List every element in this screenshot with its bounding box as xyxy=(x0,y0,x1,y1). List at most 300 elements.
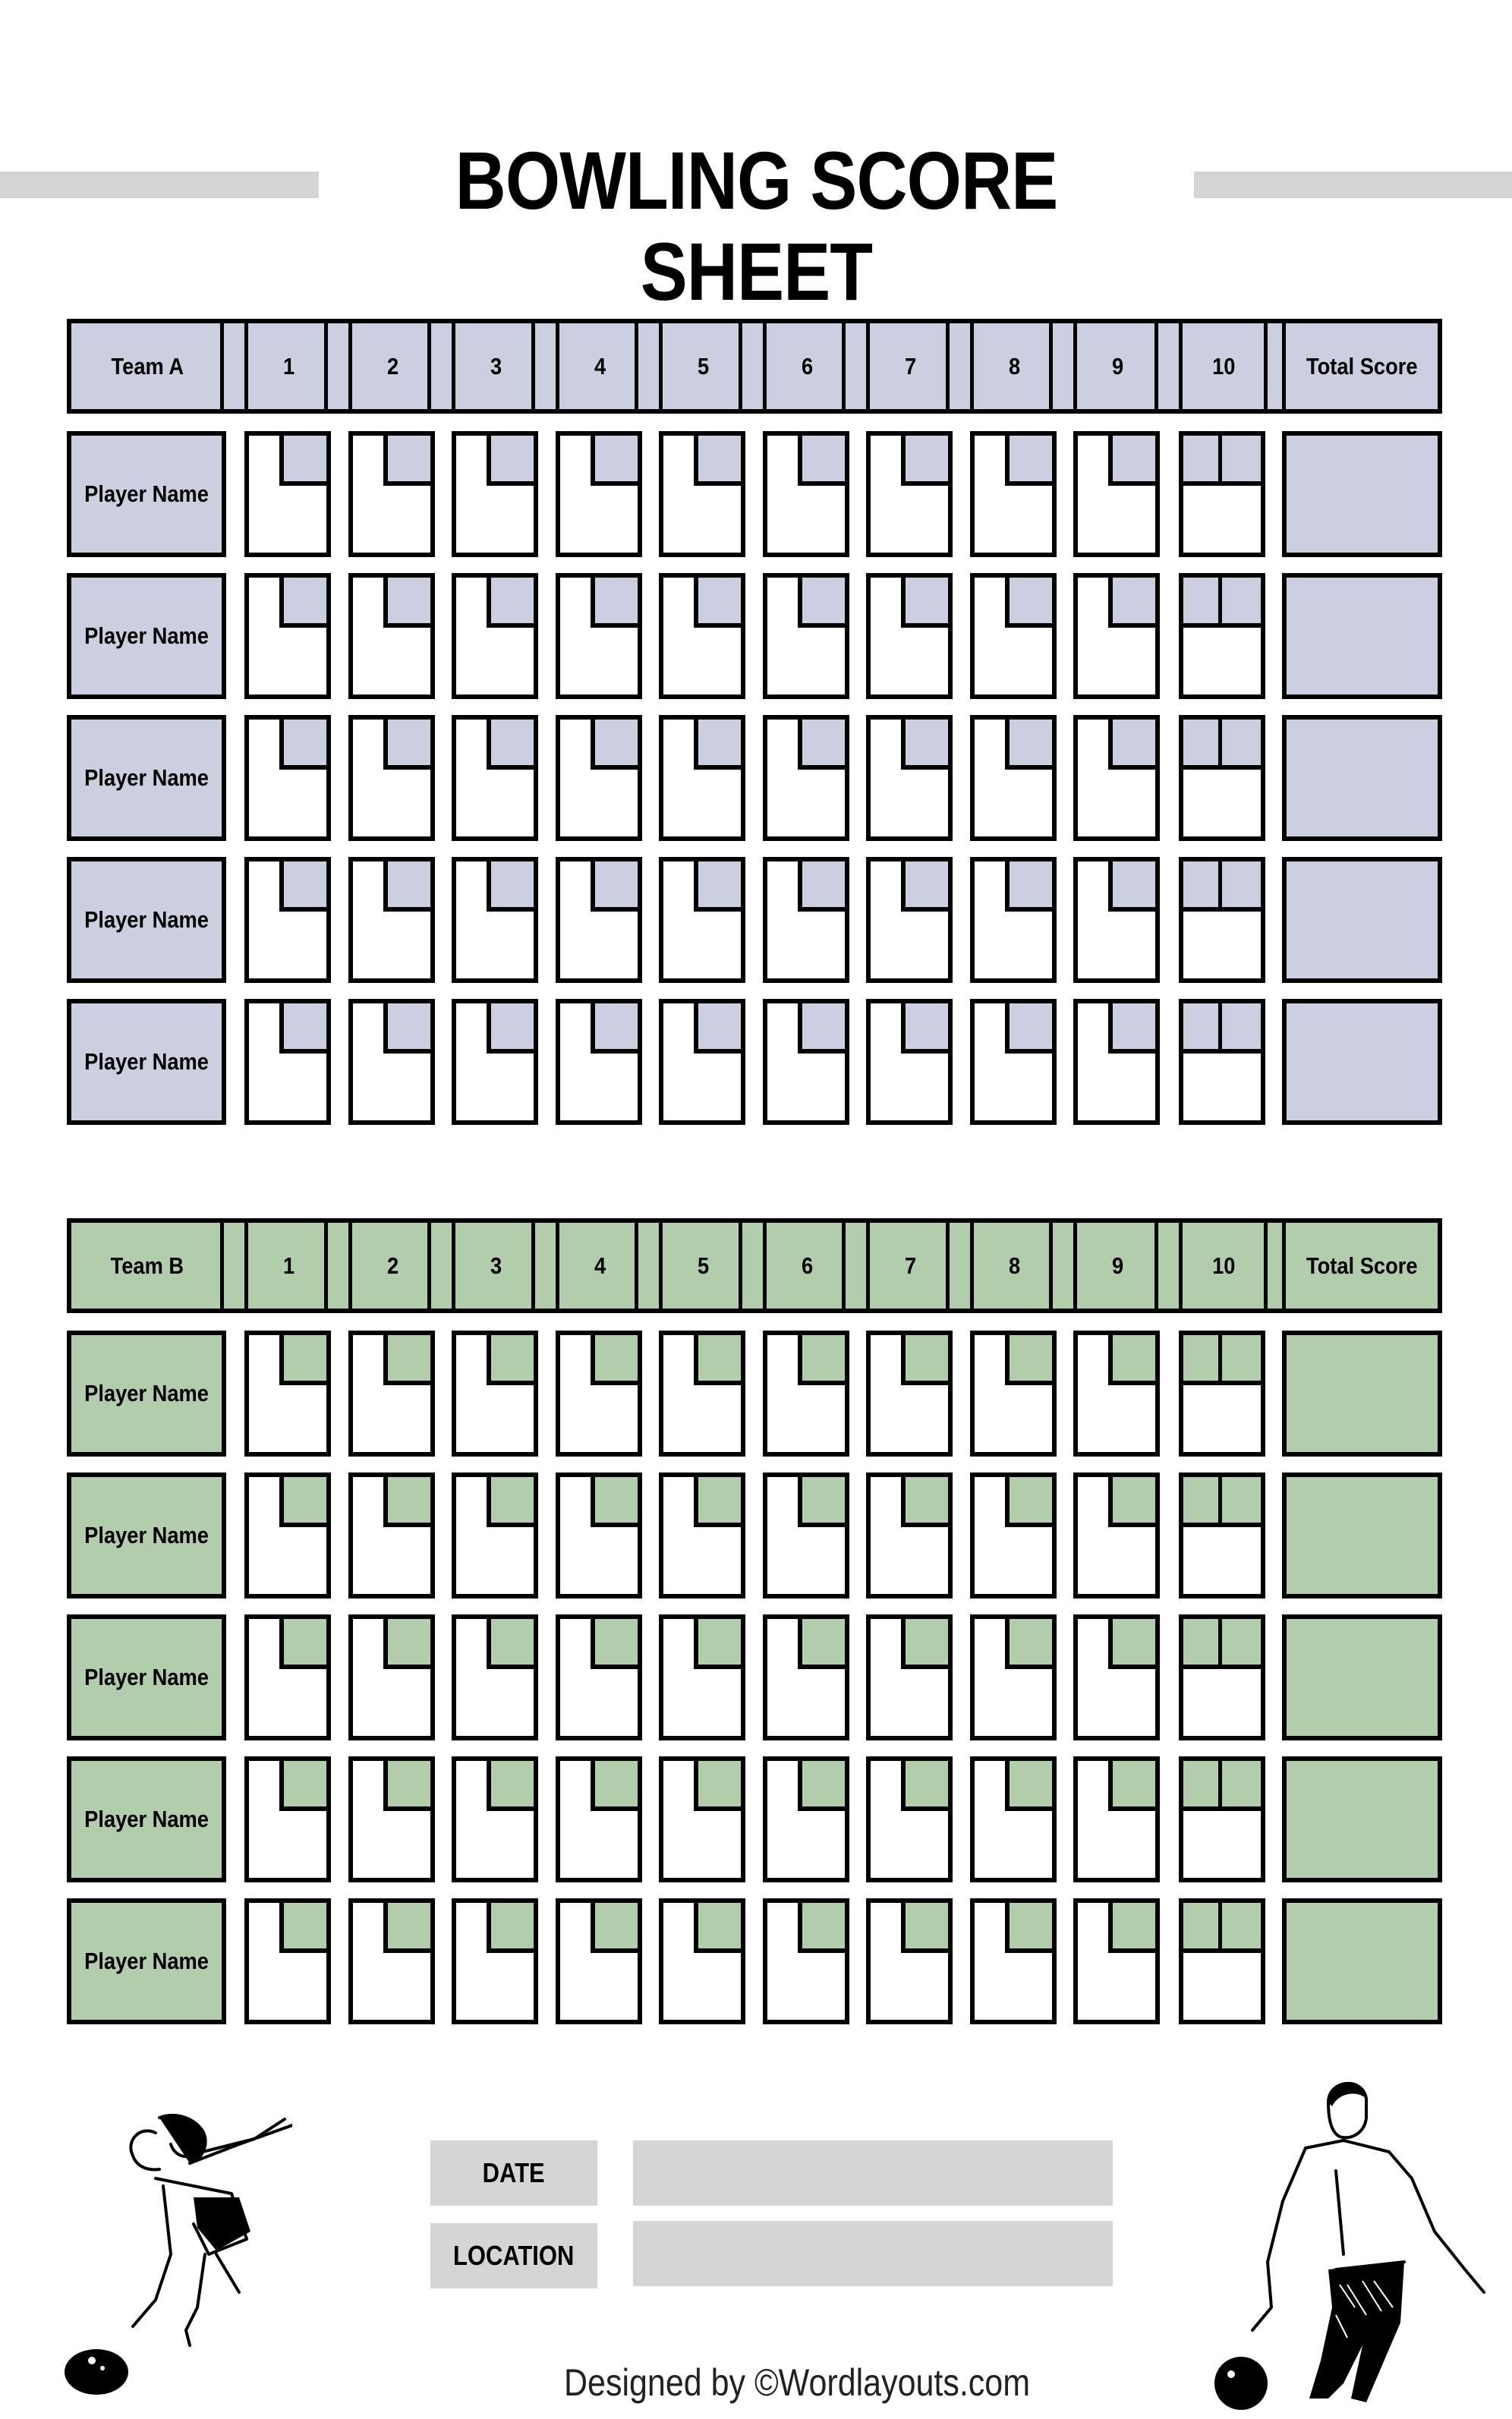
frame-10-score-box[interactable] xyxy=(1179,1331,1265,1457)
ball-box[interactable] xyxy=(901,1761,948,1811)
frame-2-score-box[interactable] xyxy=(348,1898,435,2024)
header-divider xyxy=(220,323,224,409)
ball-box[interactable] xyxy=(1183,861,1222,912)
frame-number: 10 xyxy=(1211,1252,1236,1279)
ball-box[interactable] xyxy=(383,861,430,912)
frame-7-score-box[interactable] xyxy=(866,857,953,983)
ball-box[interactable] xyxy=(487,861,534,912)
ball-box[interactable] xyxy=(487,720,534,770)
frame-6-score-box[interactable] xyxy=(763,573,849,699)
ball-box[interactable] xyxy=(1183,1619,1222,1669)
player-name-text: Player Name xyxy=(84,906,209,933)
ball-box[interactable] xyxy=(1222,1003,1261,1054)
player-name-cell[interactable] xyxy=(67,857,226,983)
ball-box[interactable] xyxy=(383,1477,430,1527)
ball-box[interactable] xyxy=(1222,1903,1261,1953)
frame-8-score-box[interactable] xyxy=(970,857,1057,983)
ball-box[interactable] xyxy=(798,1003,845,1054)
ball-box[interactable] xyxy=(901,1903,948,1953)
ball-box[interactable] xyxy=(694,1335,741,1385)
frame-3-score-box[interactable] xyxy=(452,1473,538,1598)
ball-box[interactable] xyxy=(487,1903,534,1953)
frame-4-score-box[interactable] xyxy=(556,573,642,699)
ball-box[interactable] xyxy=(1005,436,1052,486)
ball-box[interactable] xyxy=(1108,1903,1155,1953)
frame-4-score-box[interactable] xyxy=(556,431,642,557)
frame-number: 6 xyxy=(802,352,814,380)
player-name-text: Player Name xyxy=(84,764,209,791)
ball-box[interactable] xyxy=(591,720,638,770)
frame-1-score-box[interactable] xyxy=(244,573,331,699)
frame-10-score-box[interactable] xyxy=(1179,1898,1265,2024)
footer-credit-text: Designed by ©Wordlayouts.com xyxy=(563,2361,1031,2404)
frame-8-score-box[interactable] xyxy=(970,1898,1057,2024)
ball-box[interactable] xyxy=(694,1619,741,1669)
ball-box[interactable] xyxy=(1108,1761,1155,1811)
frame-10-score-box[interactable] xyxy=(1179,1473,1265,1598)
frame-header-8 xyxy=(974,1223,1056,1309)
frame-10-score-box[interactable] xyxy=(1179,999,1265,1125)
total-score-label: Total Score xyxy=(1306,352,1418,380)
frame-4-score-box[interactable] xyxy=(556,999,642,1125)
frame-7-score-box[interactable] xyxy=(866,999,953,1125)
player-name-cell[interactable] xyxy=(67,1614,226,1740)
player-name-cell[interactable] xyxy=(67,431,226,557)
ball-box[interactable] xyxy=(591,578,638,628)
frame-header-5 xyxy=(663,323,745,409)
team-name-text: Team A xyxy=(111,352,184,380)
ball-box[interactable] xyxy=(591,1477,638,1527)
frame-8-score-box[interactable] xyxy=(970,715,1057,841)
frame-7-score-box[interactable] xyxy=(866,1756,953,1882)
frame-4-score-box[interactable] xyxy=(556,857,642,983)
player-name-text: Player Name xyxy=(84,1048,209,1075)
frame-9-score-box[interactable] xyxy=(1073,1331,1160,1457)
frame-1-score-box[interactable] xyxy=(244,1898,331,2024)
ball-box[interactable] xyxy=(798,1761,845,1811)
frame-9-score-box[interactable] xyxy=(1073,1614,1160,1740)
frame-2-score-box[interactable] xyxy=(348,857,435,983)
frame-3-score-box[interactable] xyxy=(452,715,538,841)
player-row xyxy=(67,1614,1442,1740)
frame-number: 3 xyxy=(490,352,502,380)
frame-8-score-box[interactable] xyxy=(970,1756,1057,1882)
player-row xyxy=(67,999,1442,1125)
frame-10-score-box[interactable] xyxy=(1179,1756,1265,1882)
frame-7-score-box[interactable] xyxy=(866,1473,953,1598)
ball-box[interactable] xyxy=(1183,1903,1222,1953)
frame-10-score-box[interactable] xyxy=(1179,715,1265,841)
frame-6-score-box[interactable] xyxy=(763,1614,849,1740)
ball-box[interactable] xyxy=(1108,861,1155,912)
ball-box[interactable] xyxy=(901,1003,948,1054)
ball-box[interactable] xyxy=(1005,1761,1052,1811)
frame-9-score-box[interactable] xyxy=(1073,1898,1160,2024)
player-name-cell[interactable] xyxy=(67,715,226,841)
frame-10-score-box[interactable] xyxy=(1179,1614,1265,1740)
ball-box[interactable] xyxy=(383,720,430,770)
ball-box[interactable] xyxy=(901,861,948,912)
ball-box[interactable] xyxy=(279,578,326,628)
ball-box[interactable] xyxy=(694,1761,741,1811)
ball-box[interactable] xyxy=(591,1003,638,1054)
ball-box[interactable] xyxy=(1108,720,1155,770)
ball-box[interactable] xyxy=(1222,1335,1261,1385)
ball-box[interactable] xyxy=(694,1903,741,1953)
total-score-header xyxy=(1282,323,1442,409)
frame-6-score-box[interactable] xyxy=(763,715,849,841)
total-score-box[interactable] xyxy=(1282,1331,1442,1457)
frame-9-score-box[interactable] xyxy=(1073,431,1160,557)
frame-5-score-box[interactable] xyxy=(659,857,745,983)
ball-box[interactable] xyxy=(1108,1477,1155,1527)
total-score-label: Total Score xyxy=(1306,1252,1418,1279)
frame-9-score-box[interactable] xyxy=(1073,1473,1160,1598)
ball-box[interactable] xyxy=(798,1903,845,1953)
ball-box[interactable] xyxy=(487,578,534,628)
player-name-cell[interactable] xyxy=(67,1898,226,2024)
ball-box[interactable] xyxy=(798,436,845,486)
ball-box[interactable] xyxy=(591,1903,638,1953)
ball-box[interactable] xyxy=(487,1761,534,1811)
ball-box[interactable] xyxy=(383,578,430,628)
ball-box[interactable] xyxy=(901,1619,948,1669)
frame-2-score-box[interactable] xyxy=(348,1331,435,1457)
date-label-text: DATE xyxy=(483,2157,545,2188)
total-score-box[interactable] xyxy=(1282,857,1442,983)
ball-box[interactable] xyxy=(901,720,948,770)
player-name-cell[interactable] xyxy=(67,1756,226,1882)
ball-box[interactable] xyxy=(1183,1003,1222,1054)
total-score-box[interactable] xyxy=(1282,1473,1442,1598)
ball-box[interactable] xyxy=(383,1761,430,1811)
frame-5-score-box[interactable] xyxy=(659,715,745,841)
ball-box[interactable] xyxy=(798,1335,845,1385)
frame-4-score-box[interactable] xyxy=(556,715,642,841)
frame-number: 9 xyxy=(1112,1252,1124,1279)
frame-header-9 xyxy=(1077,323,1159,409)
frame-8-score-box[interactable] xyxy=(970,1331,1057,1457)
ball-box[interactable] xyxy=(901,578,948,628)
woman-bowler-illustration xyxy=(65,2072,292,2406)
frame-header-2 xyxy=(352,323,434,409)
frame-header-5 xyxy=(663,1223,745,1309)
frame-8-score-box[interactable] xyxy=(970,1473,1057,1598)
frame-9-score-box[interactable] xyxy=(1073,999,1160,1125)
man-bowler-illustration xyxy=(1184,2057,1488,2414)
ball-box[interactable] xyxy=(694,1477,741,1527)
ball-box[interactable] xyxy=(591,861,638,912)
ball-box[interactable] xyxy=(1222,436,1261,486)
frame-2-score-box[interactable] xyxy=(348,715,435,841)
ball-box[interactable] xyxy=(798,1477,845,1527)
frame-number: 9 xyxy=(1112,352,1124,380)
frame-3-score-box[interactable] xyxy=(452,1614,538,1740)
ball-box[interactable] xyxy=(1183,436,1222,486)
total-score-header xyxy=(1282,1223,1442,1309)
frame-number: 8 xyxy=(1009,352,1021,380)
frame-number: 2 xyxy=(387,1252,399,1279)
frame-1-score-box[interactable] xyxy=(244,1614,331,1740)
ball-box[interactable] xyxy=(383,1335,430,1385)
frame-6-score-box[interactable] xyxy=(763,1898,849,2024)
frame-number: 10 xyxy=(1211,352,1236,380)
ball-box[interactable] xyxy=(1183,720,1222,770)
frame-header-7 xyxy=(870,323,952,409)
frame-10-score-box[interactable] xyxy=(1179,431,1265,557)
player-row xyxy=(67,1331,1442,1457)
frame-6-score-box[interactable] xyxy=(763,1756,849,1882)
frame-2-score-box[interactable] xyxy=(348,431,435,557)
ball-box[interactable] xyxy=(279,1003,326,1054)
frame-6-score-box[interactable] xyxy=(763,1331,849,1457)
player-name-text: Player Name xyxy=(84,1522,209,1548)
ball-box[interactable] xyxy=(383,436,430,486)
total-score-box[interactable] xyxy=(1282,573,1442,699)
ball-box[interactable] xyxy=(383,1003,430,1054)
frame-2-score-box[interactable] xyxy=(348,999,435,1125)
frame-7-score-box[interactable] xyxy=(866,431,953,557)
frame-number: 4 xyxy=(594,1252,606,1279)
frame-3-score-box[interactable] xyxy=(452,431,538,557)
player-name-text: Player Name xyxy=(84,1380,209,1406)
ball-box[interactable] xyxy=(279,1335,326,1385)
ball-box[interactable] xyxy=(1005,861,1052,912)
frame-header-3 xyxy=(455,323,537,409)
frame-7-score-box[interactable] xyxy=(866,1898,953,2024)
player-name-text: Player Name xyxy=(84,1948,209,1974)
ball-box[interactable] xyxy=(487,1335,534,1385)
player-row xyxy=(67,715,1442,841)
total-score-box[interactable] xyxy=(1282,999,1442,1125)
ball-box[interactable] xyxy=(901,1335,948,1385)
frame-4-score-box[interactable] xyxy=(556,1898,642,2024)
frame-4-score-box[interactable] xyxy=(556,1756,642,1882)
ball-box[interactable] xyxy=(487,1477,534,1527)
ball-box[interactable] xyxy=(383,1619,430,1669)
frame-6-score-box[interactable] xyxy=(763,1473,849,1598)
frame-4-score-box[interactable] xyxy=(556,1473,642,1598)
ball-box[interactable] xyxy=(591,1335,638,1385)
ball-box[interactable] xyxy=(798,1619,845,1669)
ball-box[interactable] xyxy=(694,1003,741,1054)
player-row xyxy=(67,857,1442,983)
ball-box[interactable] xyxy=(1222,578,1261,628)
frame-5-score-box[interactable] xyxy=(659,1331,745,1457)
frame-3-score-box[interactable] xyxy=(452,1756,538,1882)
total-score-box[interactable] xyxy=(1282,1614,1442,1740)
frame-5-score-box[interactable] xyxy=(659,1473,745,1598)
frame-1-score-box[interactable] xyxy=(244,1756,331,1882)
frame-header-4 xyxy=(559,1223,641,1309)
frame-9-score-box[interactable] xyxy=(1073,715,1160,841)
ball-box[interactable] xyxy=(1005,1903,1052,1953)
ball-box[interactable] xyxy=(487,1619,534,1669)
location-field[interactable] xyxy=(633,2221,1113,2286)
ball-box[interactable] xyxy=(1222,1477,1261,1527)
frame-3-score-box[interactable] xyxy=(452,1898,538,2024)
frame-header-7 xyxy=(870,1223,952,1309)
ball-box[interactable] xyxy=(798,720,845,770)
frame-header-2 xyxy=(352,1223,434,1309)
ball-box[interactable] xyxy=(279,861,326,912)
ball-box[interactable] xyxy=(1222,1619,1261,1669)
ball-box[interactable] xyxy=(279,720,326,770)
ball-box[interactable] xyxy=(1108,1003,1155,1054)
ball-box[interactable] xyxy=(694,578,741,628)
ball-box[interactable] xyxy=(901,1477,948,1527)
ball-box[interactable] xyxy=(1005,578,1052,628)
date-label xyxy=(430,2140,597,2206)
ball-box[interactable] xyxy=(1183,1477,1222,1527)
ball-box[interactable] xyxy=(591,1761,638,1811)
frame-3-score-box[interactable] xyxy=(452,857,538,983)
frame-1-score-box[interactable] xyxy=(244,715,331,841)
frame-header-9 xyxy=(1077,1223,1159,1309)
frame-9-score-box[interactable] xyxy=(1073,573,1160,699)
total-score-box[interactable] xyxy=(1282,715,1442,841)
frame-9-score-box[interactable] xyxy=(1073,1756,1160,1882)
ball-box[interactable] xyxy=(694,861,741,912)
ball-box[interactable] xyxy=(487,436,534,486)
frame-8-score-box[interactable] xyxy=(970,999,1057,1125)
frame-2-score-box[interactable] xyxy=(348,1473,435,1598)
team-name-header xyxy=(71,323,223,409)
frame-8-score-box[interactable] xyxy=(970,431,1057,557)
frame-5-score-box[interactable] xyxy=(659,1756,745,1882)
ball-box[interactable] xyxy=(279,1619,326,1669)
ball-box[interactable] xyxy=(798,861,845,912)
ball-box[interactable] xyxy=(279,436,326,486)
frame-4-score-box[interactable] xyxy=(556,1331,642,1457)
ball-box[interactable] xyxy=(694,436,741,486)
ball-box[interactable] xyxy=(1005,1477,1052,1527)
frame-number: 1 xyxy=(283,352,295,380)
total-score-box[interactable] xyxy=(1282,431,1442,557)
location-label xyxy=(430,2223,597,2288)
frame-1-score-box[interactable] xyxy=(244,999,331,1125)
frame-7-score-box[interactable] xyxy=(866,573,953,699)
ball-box[interactable] xyxy=(1183,1335,1222,1385)
frame-1-score-box[interactable] xyxy=(244,431,331,557)
frame-1-score-box[interactable] xyxy=(244,1473,331,1598)
ball-box[interactable] xyxy=(1108,1619,1155,1669)
ball-box[interactable] xyxy=(487,1003,534,1054)
total-score-box[interactable] xyxy=(1282,1898,1442,2024)
player-row xyxy=(67,1473,1442,1598)
frame-number: 6 xyxy=(802,1252,814,1279)
frame-header-6 xyxy=(767,323,849,409)
ball-box[interactable] xyxy=(798,578,845,628)
player-name-text: Player Name xyxy=(84,1664,209,1690)
player-row xyxy=(67,431,1442,557)
frame-7-score-box[interactable] xyxy=(866,715,953,841)
ball-box[interactable] xyxy=(1005,720,1052,770)
total-score-box[interactable] xyxy=(1282,1756,1442,1882)
ball-box[interactable] xyxy=(1183,1761,1222,1811)
frame-5-score-box[interactable] xyxy=(659,573,745,699)
ball-box[interactable] xyxy=(1108,578,1155,628)
frame-8-score-box[interactable] xyxy=(970,1614,1057,1740)
frame-number: 5 xyxy=(698,1252,710,1279)
team-name-header xyxy=(71,1223,223,1309)
frame-4-score-box[interactable] xyxy=(556,1614,642,1740)
player-row xyxy=(67,1756,1442,1882)
ball-box[interactable] xyxy=(1005,1619,1052,1669)
frame-5-score-box[interactable] xyxy=(659,999,745,1125)
frame-header-3 xyxy=(455,1223,537,1309)
frame-10-score-box[interactable] xyxy=(1179,573,1265,699)
frame-8-score-box[interactable] xyxy=(970,573,1057,699)
frame-number: 3 xyxy=(490,1252,502,1279)
frame-header-4 xyxy=(559,323,641,409)
ball-box[interactable] xyxy=(383,1903,430,1953)
ball-box[interactable] xyxy=(279,1903,326,1953)
frame-5-score-box[interactable] xyxy=(659,1898,745,2024)
ball-box[interactable] xyxy=(1222,1761,1261,1811)
ball-box[interactable] xyxy=(1005,1335,1052,1385)
player-name-cell[interactable] xyxy=(67,573,226,699)
frame-6-score-box[interactable] xyxy=(763,999,849,1125)
frame-2-score-box[interactable] xyxy=(348,1614,435,1740)
frame-1-score-box[interactable] xyxy=(244,1331,331,1457)
player-name-text: Player Name xyxy=(84,480,209,507)
frame-10-score-box[interactable] xyxy=(1179,857,1265,983)
ball-box[interactable] xyxy=(1222,720,1261,770)
frame-5-score-box[interactable] xyxy=(659,1614,745,1740)
frame-2-score-box[interactable] xyxy=(348,573,435,699)
ball-box[interactable] xyxy=(279,1477,326,1527)
title-decor-bar-left xyxy=(0,172,319,198)
ball-box[interactable] xyxy=(591,436,638,486)
player-row xyxy=(67,1898,1442,2024)
ball-box[interactable] xyxy=(1108,436,1155,486)
player-name-cell[interactable] xyxy=(67,999,226,1125)
frame-6-score-box[interactable] xyxy=(763,431,849,557)
frame-5-score-box[interactable] xyxy=(659,431,745,557)
page-title: BOWLING SCORE SHEET xyxy=(455,134,1058,317)
player-row xyxy=(67,573,1442,699)
ball-box[interactable] xyxy=(1108,1335,1155,1385)
frame-1-score-box[interactable] xyxy=(244,857,331,983)
frame-7-score-box[interactable] xyxy=(866,1331,953,1457)
frame-3-score-box[interactable] xyxy=(452,1331,538,1457)
ball-box[interactable] xyxy=(1183,578,1222,628)
frame-2-score-box[interactable] xyxy=(348,1756,435,1882)
frame-header-1 xyxy=(248,1223,330,1309)
frame-header-8 xyxy=(974,323,1056,409)
frame-3-score-box[interactable] xyxy=(452,573,538,699)
player-name-cell[interactable] xyxy=(67,1473,226,1598)
player-name-text: Player Name xyxy=(84,1806,209,1832)
team-name-text: Team B xyxy=(110,1252,184,1279)
ball-box[interactable] xyxy=(694,720,741,770)
ball-box[interactable] xyxy=(591,1619,638,1669)
date-field[interactable] xyxy=(633,2140,1113,2206)
frame-7-score-box[interactable] xyxy=(866,1614,953,1740)
player-name-cell[interactable] xyxy=(67,1331,226,1457)
ball-box[interactable] xyxy=(1222,861,1261,912)
frame-header-6 xyxy=(767,1223,849,1309)
header-divider xyxy=(220,1223,224,1309)
ball-box[interactable] xyxy=(279,1761,326,1811)
ball-box[interactable] xyxy=(901,436,948,486)
frame-6-score-box[interactable] xyxy=(763,857,849,983)
frame-3-score-box[interactable] xyxy=(452,999,538,1125)
ball-box[interactable] xyxy=(1005,1003,1052,1054)
frame-9-score-box[interactable] xyxy=(1073,857,1160,983)
location-label-text: LOCATION xyxy=(453,2240,575,2271)
